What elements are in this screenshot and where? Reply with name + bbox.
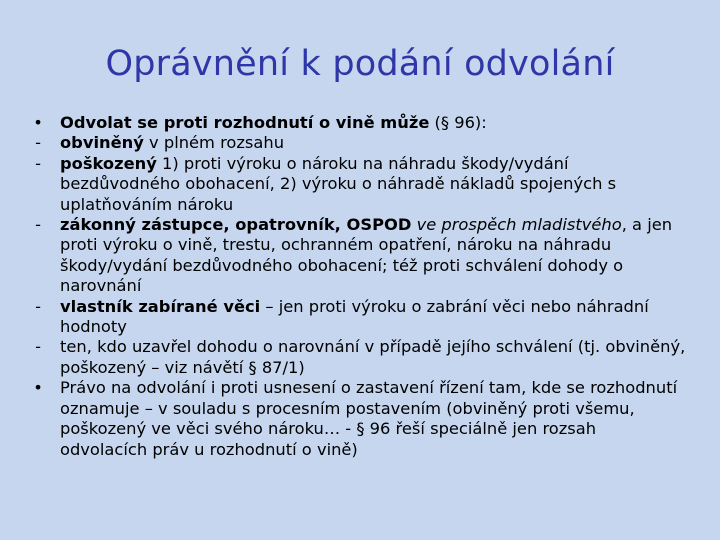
dash-item	[28, 337, 688, 378]
bullet-item	[28, 113, 688, 133]
dash-marker: -	[35, 153, 41, 173]
text-segment: 1) proti výroku o nároku na náhradu škody/vydání bezdůvodného obohacení, 2) výroku o náhradě nákladů spojených s uplatňováním nároku	[60, 153, 617, 214]
dash-item	[28, 133, 688, 153]
bullet-marker: •	[33, 378, 43, 398]
text-segment: Právo na odvolání i proti usnesení o zastavení řízení tam, kde se rozhodnutí oznamuje – v souladu s procesním postavením (obviněný proti všemu, poškozený ve věci svého nároku… - § 96 řeší speciálně jen rozsah odvolacích práv u rozhodnutí o vině)	[60, 378, 678, 459]
bullet-marker: •	[33, 113, 43, 132]
dash-item	[28, 154, 688, 215]
slide-content	[28, 113, 688, 460]
text-segment: (§ 96):	[429, 113, 487, 132]
bold-text: obviněný	[60, 133, 144, 153]
italic-text: ve prospěch mladistvého	[416, 215, 622, 235]
dash-marker: -	[35, 296, 41, 316]
bold-text: poškozený	[60, 153, 157, 173]
dash-marker: -	[35, 337, 41, 357]
text-segment: , a jen proti výroku o vině, trestu, ochranném opatření, nároku na náhradu škody/vydání bezdůvodného obohacení; též proti schválení dohody o narovnání	[60, 215, 673, 296]
bold-text: Odvolat se proti rozhodnutí o vině může	[60, 113, 430, 132]
dash-item	[28, 297, 688, 338]
slide-title: Oprávnění k podání odvolání	[105, 44, 615, 84]
text-segment: v plném rozsahu	[143, 133, 285, 153]
dash-marker: -	[35, 215, 41, 235]
bold-text: zákonný zástupce, opatrovník, OSPOD	[60, 215, 412, 235]
text-segment: – jen proti výroku o zabrání věci nebo náhradní hodnoty	[60, 296, 649, 337]
dash-item	[28, 215, 688, 297]
text-segment: ten, kdo uzavřel dohodu o narovnání v případě jejího schválení (tj. obviněný, poškozený – viz návětí § 87/1)	[60, 337, 686, 377]
bullet-item	[28, 378, 688, 460]
dash-marker: -	[35, 133, 41, 153]
bold-text: vlastník zabírané věci	[60, 296, 261, 316]
